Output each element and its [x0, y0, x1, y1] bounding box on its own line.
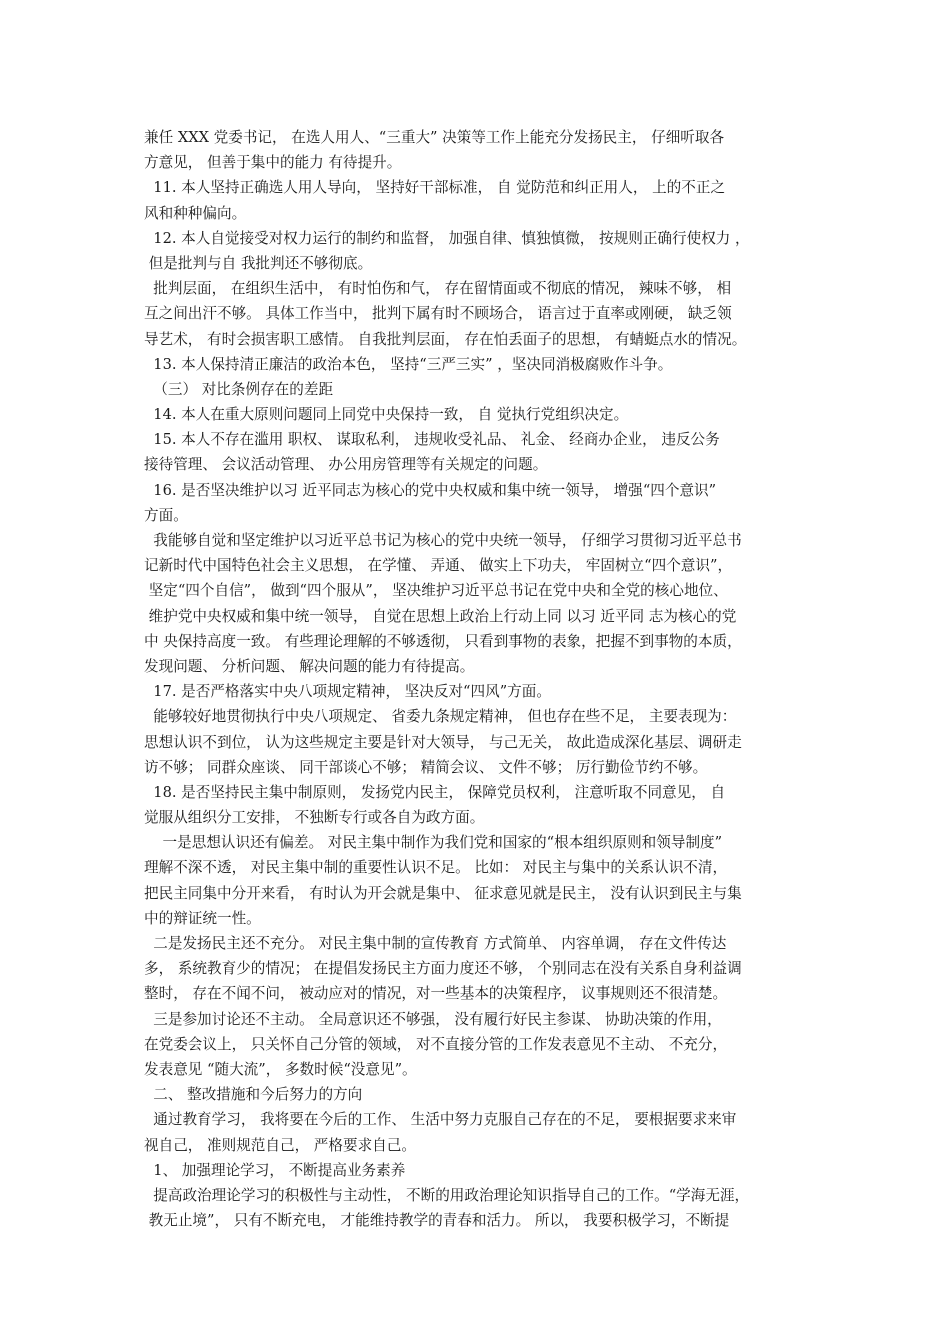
text-line: 互之间出汗不够。 具体工作当中， 批判下属有时不顾场合， 语言过于直率或刚硬， 缺乏领 — [144, 305, 732, 323]
text-line: 批判层面， 在组织生活中， 有时怕伤和气， 存在留情面或不彻底的情况， 辣味不够， 相 — [144, 280, 732, 298]
text-line: 思想认识不到位， 认为这些规定主要是针对大领导， 与己无关， 故此造成深化基层、调研走 — [144, 733, 742, 751]
text-line: 能够较好地贯彻执行中央八项规定、 省委九条规定精神， 但也存在些不足， 主要表现为： — [144, 708, 737, 726]
text-line: 中 央保持高度一致。 有些理论理解的不够透彻， 只看到事物的表象，把握不到事物的本质， — [144, 632, 742, 650]
text-line: 17. 是否严格落实中央八项规定精神， 坚决反对“四风”方面。 — [144, 683, 551, 701]
text-line: 整时， 存在不闻不问， 被动应对的情况，对一些基本的决策程序， 议事规则还不很清楚。 — [144, 985, 728, 1003]
text-line: 把民主同集中分开来看， 有时认为开会就是集中、 征求意见就是民主， 没有认识到民主与集 — [144, 884, 742, 902]
text-line: 提高政治理论学习的积极性与主动性， 不断的用政治理论知识指导自己的工作。“学海无涯， — [144, 1186, 750, 1204]
text-line: 14. 本人在重大原则问题同上同党中央保持一致， 自 觉执行党组织决定。 — [144, 406, 629, 424]
text-line: 发表意见 “随大流”， 多数时候“没意见”。 — [144, 1060, 417, 1078]
text-line: 方面。 — [144, 506, 188, 524]
text-line: 18. 是否坚持民主集中制原则， 发扬党内民主， 保障党员权利， 注意听取不同意见， 自 — [144, 783, 726, 801]
text-line: 12. 本人自觉接受对权力运行的制约和监督， 加强自律、慎独慎微， 按规则正确行使权力 ， — [144, 229, 750, 247]
text-line: 我能够自觉和坚定维护以习近平总书记为核心的党中央统一领导， 仔细学习贯彻习近平总书 — [144, 532, 742, 549]
text-line: 维护党中央权威和集中统一领导， 自觉在思想上政治上行动上同 以习 近平同 志为核心的党 — [144, 607, 737, 625]
text-line: 导艺术， 有时会损害职工感情。 自我批判层面， 存在怕丢面子的思想， 有蜻蜓点水的情况。 — [144, 330, 747, 348]
text-line: 11. 本人坚持正确选人用人导向， 坚持好干部标准， 自 觉防范和纠正用人， 上的不正之 — [144, 179, 726, 197]
text-line: 中的辩证统一性。 — [144, 909, 261, 927]
text-line: 一是思想认识还有偏差。 对民主集中制作为我们党和国家的“根本组织原则和领导制度” — [144, 834, 723, 852]
text-line: 通过教育学习， 我将要在今后的工作、 生活中努力克服自己存在的不足， 要根据要求来审 — [144, 1111, 737, 1129]
document-body — [144, 125, 814, 1233]
text-line: 二是发扬民主还不充分。 对民主集中制的宣传教育 方式简单、 内容单调， 存在文件传达 — [144, 935, 727, 952]
text-line: 理解不深不透， 对民主集中制的重要性认识不足。 比如： 对民主与集中的关系认识不清， — [144, 859, 728, 877]
text-line: 访不够； 同群众座谈、 同干部谈心不够； 精简会议、 文件不够； 厉行勤俭节约不够。 — [144, 758, 708, 776]
text-line: 16. 是否坚决维护以习 近平同志为核心的党中央权威和集中统一领导， 增强“四个意识” — [144, 481, 717, 499]
text-line: 接待管理、 会议活动管理、 办公用房管理等有关规定的问题。 — [144, 456, 548, 474]
text-line: 记新时代中国特色社会主义思想， 在学懂、 弄通、 做实上下功夫， 牢固树立“四个意识”， — [144, 557, 733, 575]
text-line: 风和种种偏向。 — [144, 204, 247, 222]
text-line: 觉服从组织分工安排， 不独断专行或各自为政方面。 — [144, 809, 485, 827]
text-line: 发现问题、 分析问题、 解决问题的能力有待提高。 — [144, 657, 475, 675]
text-line: 兼任 XXX 党委书记， 在选人用人、“三重大” 决策等工作上能充分发扬民主， 仔细听取各 — [144, 129, 725, 146]
text-line: 1、 加强理论学习， 不断提高业务素养 — [144, 1161, 406, 1179]
text-line: 但是批判与自 我批判还不够彻底。 — [144, 254, 373, 272]
text-line: 方意见， 但善于集中的能力 有待提升。 — [144, 154, 402, 172]
text-line: 坚定“四个自信”， 做到“四个服从”， 坚决维护习近平总书记在党中央和全党的核心地位、 — [144, 582, 728, 600]
text-line: 二、 整改措施和今后努力的方向 — [144, 1086, 363, 1104]
text-line: 15. 本人不存在滥用 职权、 谋取私利， 违规收受礼品、 礼金、 经商办企业， 违反公务 — [144, 431, 720, 449]
text-line: 在党委会议上， 只关怀自己分管的领域， 对不直接分管的工作发表意见不主动、 不充分， — [144, 1035, 728, 1053]
text-line: 13. 本人保持清正廉洁的政治本色， 坚持“三严三实” ，坚决同消极腐败作斗争。 — [144, 355, 673, 373]
text-line: 视自己， 准则规范自己， 严格要求自己。 — [144, 1136, 416, 1154]
text-line: 三是参加讨论还不主动。 全局意识还不够强， 没有履行好民主参谋、 协助决策的作用， — [144, 1010, 722, 1028]
text-line: 多， 系统教育少的情况； 在提倡发扬民主方面力度还不够， 个别同志在没有关系自身利益调 — [144, 960, 742, 978]
text-line: 教无止境”， 只有不断充电， 才能维持教学的青春和活力。 所以， 我要积极学习，不断提 — [144, 1212, 730, 1230]
text-line: （三） 对比条例存在的差距 — [144, 380, 334, 398]
